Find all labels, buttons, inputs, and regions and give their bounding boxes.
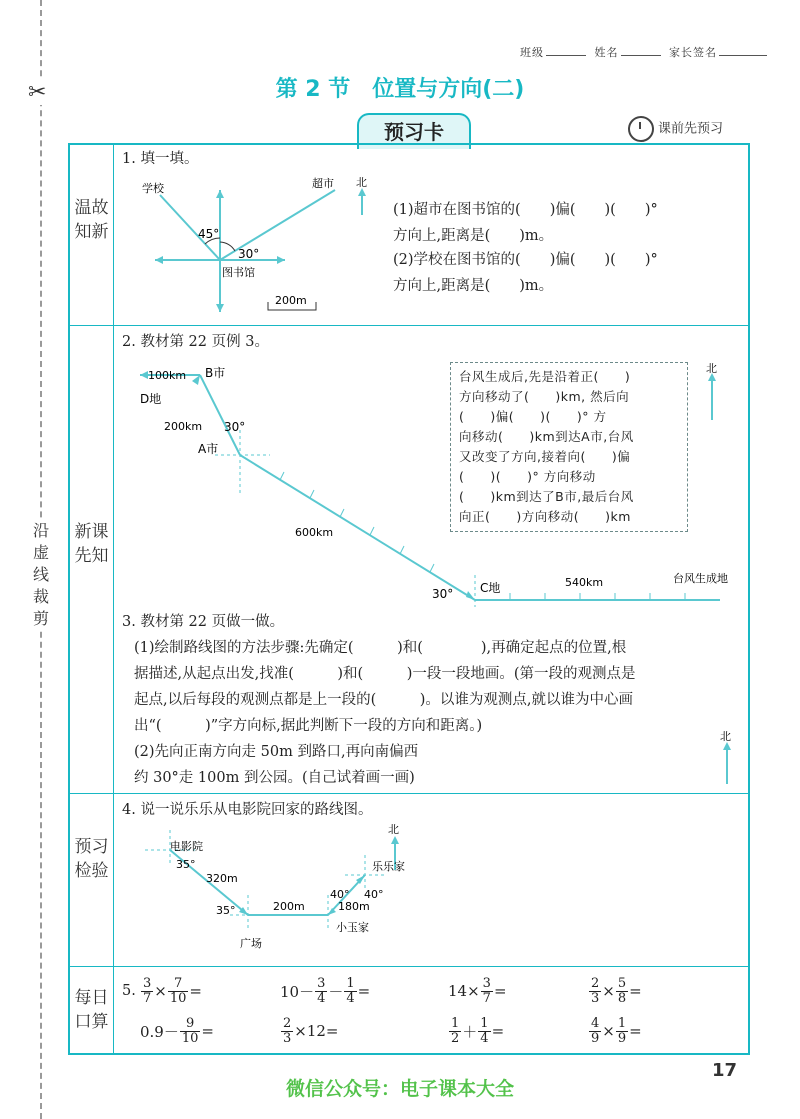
clock-icon bbox=[628, 116, 654, 142]
q1-school-label: 学校 bbox=[142, 182, 164, 195]
typhoon-line-8: 向正( )方向移动( )km bbox=[459, 509, 631, 524]
cut-label: 沿虚线裁剪 bbox=[30, 520, 52, 630]
calc-item bbox=[588, 971, 642, 1011]
calc-item bbox=[448, 1011, 504, 1051]
fraction bbox=[180, 1017, 201, 1046]
q4-angle-2: 35° bbox=[216, 904, 236, 917]
calc-operator: = bbox=[189, 982, 202, 1000]
student-info bbox=[520, 44, 771, 60]
q1-diagram bbox=[140, 170, 380, 320]
q4-angle-3: 40° bbox=[330, 888, 350, 901]
label-review: 温故知新 bbox=[74, 198, 109, 242]
q3-line-6: 约 30°走 100m 到公园。(自己试着画一画) bbox=[134, 770, 415, 786]
typhoon-line-5: 又改变了方向,接着向( )偏 bbox=[459, 449, 631, 464]
fraction bbox=[589, 977, 601, 1006]
row-divider-3 bbox=[68, 966, 750, 967]
denominator: 9 bbox=[617, 1030, 627, 1046]
q2-dist-ca: 600km bbox=[295, 526, 334, 539]
numerator: 1 bbox=[480, 1015, 489, 1031]
preview-tag bbox=[628, 116, 723, 142]
q3-title: 3. 教材第 22 页做一做。 bbox=[122, 614, 285, 630]
calc-prefix: 0.9－ bbox=[140, 1022, 179, 1041]
calc-item bbox=[140, 971, 202, 1011]
numerator: 7 bbox=[168, 977, 189, 992]
q1-line-4: 方向上,距离是( )m。 bbox=[393, 278, 554, 294]
q1-north-label: 北 bbox=[356, 176, 367, 189]
q3-north: 北 bbox=[720, 730, 731, 743]
parent-sign-label: 家长签名 bbox=[669, 46, 717, 59]
calc-item bbox=[140, 1011, 214, 1051]
q2-angle-c: 30° bbox=[432, 587, 454, 601]
fraction bbox=[449, 1017, 461, 1046]
q2-angle-a: 30° bbox=[224, 420, 246, 434]
fraction bbox=[478, 1017, 490, 1046]
q2-origin: 台风生成地 bbox=[673, 572, 728, 585]
label-preview-check: 预习检验 bbox=[74, 837, 109, 881]
fraction bbox=[141, 977, 153, 1006]
typhoon-line-2: 方向移动了( )km, 然后向 bbox=[459, 389, 630, 404]
q2-dist-ab: 200km bbox=[164, 420, 203, 433]
q2-a-city: A市 bbox=[198, 442, 219, 456]
calc-prefix: 14× bbox=[448, 982, 480, 1000]
numerator: 3 bbox=[317, 975, 326, 991]
parent-sign-blank[interactable] bbox=[719, 55, 767, 56]
q2-north: 北 bbox=[706, 362, 717, 375]
calc-item bbox=[280, 1011, 339, 1051]
numerator: 2 bbox=[591, 975, 600, 991]
q3-line-4: 出“( )”字方向标,据此判断下一段的方向和距离。) bbox=[134, 718, 483, 734]
denominator: 9 bbox=[591, 1030, 600, 1046]
row-divider-1 bbox=[68, 325, 750, 326]
label-new-lesson: 新课先知 bbox=[74, 522, 109, 566]
page-number: 17 bbox=[712, 1060, 738, 1081]
numerator: 1 bbox=[346, 975, 355, 991]
typhoon-line-7: ( )km到达了B市,最后台风 bbox=[459, 489, 634, 504]
q4-dist-3: 180m bbox=[338, 900, 370, 913]
q1-angle-supermarket: 30° bbox=[238, 247, 260, 261]
q2-title: 2. 教材第 22 页例 3。 bbox=[122, 334, 269, 350]
q4-north: 北 bbox=[388, 823, 399, 836]
typhoon-fill-box bbox=[450, 362, 688, 532]
calc-operator: = bbox=[357, 982, 371, 1000]
denominator: 8 bbox=[617, 990, 627, 1006]
q1-angle-school: 45° bbox=[198, 227, 220, 241]
q4-route-diagram bbox=[140, 820, 440, 960]
section-title: 第 2 节 位置与方向(二) bbox=[275, 77, 525, 102]
denominator: 7 bbox=[482, 990, 491, 1006]
q2-b-city: B市 bbox=[205, 366, 226, 380]
denominator: 4 bbox=[346, 990, 355, 1006]
q1-library-label: 图书馆 bbox=[222, 266, 255, 279]
calc-operator: = bbox=[201, 1022, 214, 1040]
q1-line-2: 方向上,距离是( )m。 bbox=[393, 228, 554, 244]
calc-operator: ×12= bbox=[294, 1022, 339, 1040]
typhoon-line-3: ( )偏( )( )° 方 bbox=[459, 409, 607, 424]
fraction bbox=[589, 1017, 601, 1046]
q3-line-5: (2)先向正南方向走 50m 到路口,再向南偏西 bbox=[134, 744, 419, 760]
fraction bbox=[616, 1017, 628, 1046]
q1-line-1: (1)超市在图书馆的( )偏( )( )° bbox=[393, 202, 658, 218]
calc-operator: × bbox=[602, 1022, 615, 1040]
fraction bbox=[168, 977, 189, 1006]
name-blank[interactable] bbox=[621, 55, 661, 56]
numerator: 1 bbox=[617, 1015, 627, 1031]
q4-dist-2: 200m bbox=[273, 900, 305, 913]
q3-line-1: (1)绘制路线图的方法步骤:先确定( )和( ),再确定起点的位置,根 bbox=[134, 640, 627, 656]
calc-item bbox=[280, 971, 370, 1011]
denominator: 10 bbox=[181, 1030, 199, 1046]
q1-scale-label: 200m bbox=[275, 294, 307, 307]
denominator: 4 bbox=[480, 1030, 489, 1046]
numerator: 3 bbox=[482, 975, 491, 991]
q4-square: 广场 bbox=[240, 937, 262, 950]
q1-line-3: (2)学校在图书馆的( )偏( )( )° bbox=[393, 252, 658, 268]
class-label: 班级 bbox=[520, 46, 544, 59]
fraction bbox=[344, 977, 356, 1006]
fraction bbox=[281, 1017, 293, 1046]
q4-angle-1: 35° bbox=[176, 858, 196, 871]
q4-lele-home: 乐乐家 bbox=[372, 860, 405, 873]
q3-line-2: 据描述,从起点出发,找准( )和( )一段一段地画。(第一段的观测点是 bbox=[134, 666, 636, 682]
scissors-icon: ✂ bbox=[28, 80, 47, 105]
numerator: 2 bbox=[283, 1015, 292, 1031]
calc-operator: × bbox=[602, 982, 615, 1000]
fraction bbox=[481, 977, 493, 1006]
q1-title: 1. 填一填。 bbox=[122, 151, 199, 167]
q2-dist-oc: 540km bbox=[565, 576, 604, 589]
denominator: 4 bbox=[317, 990, 326, 1006]
q3-north-arrow bbox=[715, 726, 739, 786]
denominator: 7 bbox=[143, 990, 152, 1006]
calc-operator: × bbox=[154, 982, 167, 1000]
q4-dist-1: 320m bbox=[206, 872, 238, 885]
label-column-divider bbox=[113, 143, 114, 1055]
q4-cinema: 电影院 bbox=[170, 840, 203, 853]
denominator: 3 bbox=[283, 1030, 292, 1046]
calc-operator: = bbox=[493, 982, 507, 1000]
calc-prefix: 10－ bbox=[280, 982, 315, 1001]
q2-d-place: D地 bbox=[140, 392, 162, 406]
numerator: 5 bbox=[617, 975, 627, 991]
numerator: 9 bbox=[180, 1017, 201, 1032]
calc-operator: = bbox=[629, 982, 642, 1000]
q4-xiaoyu-home: 小玉家 bbox=[336, 921, 369, 934]
class-blank[interactable] bbox=[546, 55, 586, 56]
q4-angle-4: 40° bbox=[364, 888, 384, 901]
calc-operator: ＋ bbox=[462, 1022, 478, 1041]
name-label: 姓名 bbox=[594, 46, 619, 59]
fraction bbox=[616, 977, 628, 1006]
q2-dist-bd: 100km bbox=[148, 369, 187, 382]
q1-supermarket-label: 超市 bbox=[312, 177, 334, 190]
card-title: 预习卡 bbox=[357, 113, 471, 149]
typhoon-line-6: ( )( )° 方向移动 bbox=[459, 469, 596, 484]
calc-operator: = bbox=[491, 1022, 505, 1040]
denominator: 10 bbox=[169, 990, 187, 1006]
label-daily-calc: 每日口算 bbox=[74, 988, 109, 1032]
numerator: 3 bbox=[143, 975, 152, 991]
q4-title: 4. 说一说乐乐从电影院回家的路线图。 bbox=[122, 802, 373, 818]
fraction bbox=[315, 977, 327, 1006]
calc-operator: = bbox=[629, 1022, 642, 1040]
calc-item bbox=[588, 1011, 642, 1051]
typhoon-line-4: 向移动( )km到达A市,台风 bbox=[459, 429, 634, 444]
row-divider-2 bbox=[68, 793, 750, 794]
calc-item bbox=[448, 971, 507, 1011]
q5-label: 5. bbox=[122, 983, 136, 999]
calc-operator: － bbox=[328, 982, 344, 1001]
denominator: 2 bbox=[451, 1030, 460, 1046]
preview-tag-text: 课前先预习 bbox=[658, 121, 724, 137]
numerator: 4 bbox=[591, 1015, 600, 1031]
q3-line-3: 起点,以后每段的观测点都是上一段的( )。以谁为观测点,就以谁为中心画 bbox=[134, 692, 634, 708]
numerator: 1 bbox=[451, 1015, 460, 1031]
typhoon-line-1: 台风生成后,先是沿着正( ) bbox=[459, 369, 631, 384]
denominator: 3 bbox=[591, 990, 600, 1006]
watermark: 微信公众号：电子课本大全 bbox=[285, 1078, 514, 1100]
q2-c-place: C地 bbox=[480, 581, 501, 595]
